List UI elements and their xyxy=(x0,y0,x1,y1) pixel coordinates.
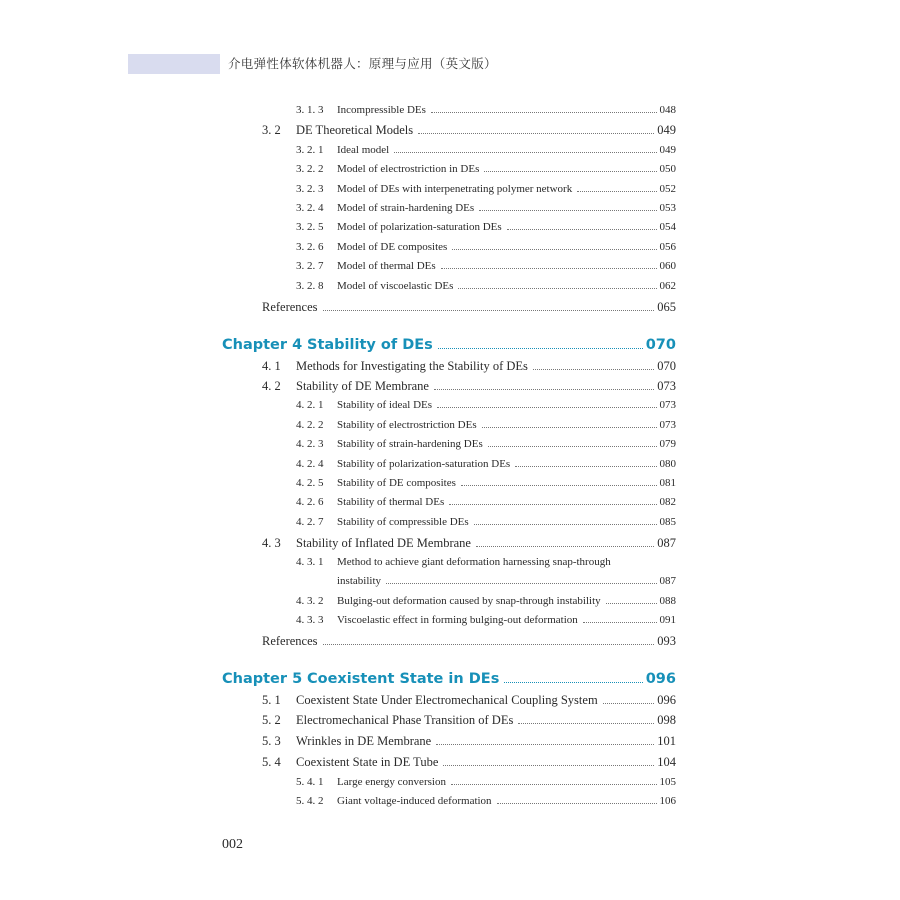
chapter-page: 096 xyxy=(645,671,676,687)
toc-chapter-4[interactable] xyxy=(222,337,676,353)
dot-leader xyxy=(583,621,657,623)
toc-entry-3-2[interactable] xyxy=(262,123,676,138)
entry-page: 060 xyxy=(659,260,676,272)
entry-title: Stability of Inflated DE Membrane xyxy=(296,536,471,550)
dot-leader xyxy=(507,228,657,230)
entry-page: 056 xyxy=(659,241,676,253)
entry-number: 4. 2. 1 xyxy=(296,399,324,411)
entry-page: 085 xyxy=(659,516,676,528)
entry-number: 3. 2. 1 xyxy=(296,144,324,156)
toc-entry-4-3-1-line2[interactable] xyxy=(337,575,676,587)
entry-page: 087 xyxy=(657,536,676,550)
dot-leader xyxy=(323,643,655,645)
toc-entry-4-2-6[interactable] xyxy=(296,496,676,508)
toc-entry-3-2-3[interactable] xyxy=(296,183,676,195)
entry-page: 088 xyxy=(659,595,676,607)
entry-title: Stability of compressible DEs xyxy=(337,516,469,528)
entry-title: Stability of electrostriction DEs xyxy=(337,419,477,431)
toc-entry-3-2-4[interactable] xyxy=(296,202,676,214)
entry-page: 082 xyxy=(659,496,676,508)
entry-title: Ideal model xyxy=(337,144,390,156)
entry-number: 4. 3. 2 xyxy=(296,595,324,607)
entry-page: 105 xyxy=(659,776,676,788)
entry-title: Model of electrostriction in DEs xyxy=(337,163,480,175)
toc-entry-3-2-1[interactable] xyxy=(296,144,676,156)
entry-title: Stability of DE Membrane xyxy=(296,379,429,393)
entry-title: Giant voltage-induced deformation xyxy=(337,795,492,807)
toc-entry-4-2-2[interactable] xyxy=(296,419,676,431)
dot-leader xyxy=(434,388,654,390)
entry-title: Electromechanical Phase Transition of DEs xyxy=(296,713,514,727)
entry-page: 091 xyxy=(659,614,676,626)
entry-page: 062 xyxy=(659,280,676,292)
entry-page: 070 xyxy=(657,359,676,373)
chapter-title: Coexistent State in DEs xyxy=(307,671,500,687)
entry-page: 093 xyxy=(657,634,676,648)
entry-number: 5. 1 xyxy=(262,693,281,707)
toc-chapter-5[interactable] xyxy=(222,671,676,687)
toc-entry-3-2-5[interactable] xyxy=(296,221,676,233)
entry-number: 4. 2. 3 xyxy=(296,438,324,450)
entry-title: Wrinkles in DE Membrane xyxy=(296,734,432,748)
entry-number: 3. 1. 3 xyxy=(296,104,324,116)
entry-title: DE Theoretical Models xyxy=(296,123,414,137)
dot-leader xyxy=(431,111,657,113)
toc-entry-4-2[interactable] xyxy=(262,379,676,394)
entry-title: Coexistent State in DE Tube xyxy=(296,755,439,769)
toc-entry-3-2-6[interactable] xyxy=(296,241,676,253)
dot-leader xyxy=(438,347,643,349)
dot-leader xyxy=(606,602,657,604)
toc-entry-4-2-4[interactable] xyxy=(296,458,676,470)
dot-leader xyxy=(533,368,654,370)
entry-number: 3. 2. 5 xyxy=(296,221,324,233)
entry-number: 3. 2. 7 xyxy=(296,260,324,272)
entry-page: 073 xyxy=(659,419,676,431)
entry-title: Stability of strain-hardening DEs xyxy=(337,438,483,450)
entry-page: 104 xyxy=(657,755,676,769)
toc-entry-3-2-8[interactable] xyxy=(296,280,676,292)
entry-title: Model of polarization-saturation DEs xyxy=(337,221,502,233)
toc-entry-3-2-2[interactable] xyxy=(296,163,676,175)
toc-entry-4-3-1-line1[interactable] xyxy=(296,556,611,568)
toc-entry-3-2-7[interactable] xyxy=(296,260,676,272)
dot-leader xyxy=(451,783,657,785)
entry-page: 098 xyxy=(657,713,676,727)
entry-page: 096 xyxy=(657,693,676,707)
entry-page: 053 xyxy=(659,202,676,214)
entry-title: Coexistent State Under Electromechanical Coupling System xyxy=(296,693,598,707)
running-header-title: 介电弹性体软体机器人：原理与应用（英文版） xyxy=(228,56,497,71)
toc-entry-5-4-1[interactable] xyxy=(296,776,676,788)
dot-leader xyxy=(515,465,656,467)
dot-leader xyxy=(436,743,654,745)
dot-leader xyxy=(479,209,656,211)
entry-title: Model of strain-hardening DEs xyxy=(337,202,475,214)
dot-leader xyxy=(461,484,657,486)
dot-leader xyxy=(488,445,657,447)
entry-page: 106 xyxy=(659,795,676,807)
dot-leader xyxy=(418,132,654,134)
entry-title: Methods for Investigating the Stability of DEs xyxy=(296,359,528,373)
entry-number: 5. 4. 2 xyxy=(296,795,324,807)
entry-number: 4. 3 xyxy=(262,536,281,550)
entry-number: 4. 2 xyxy=(262,379,281,393)
entry-page: 049 xyxy=(657,123,676,137)
entry-number: 4. 2. 7 xyxy=(296,516,324,528)
entry-page: 065 xyxy=(657,300,676,314)
entry-page: 080 xyxy=(659,458,676,470)
dot-leader xyxy=(603,702,655,704)
dot-leader xyxy=(458,287,656,289)
dot-leader xyxy=(484,170,656,172)
entry-page: 052 xyxy=(659,183,676,195)
dot-leader xyxy=(449,503,656,505)
entry-number: 4. 2. 2 xyxy=(296,419,324,431)
entry-title: Stability of thermal DEs xyxy=(337,496,445,508)
dot-leader xyxy=(476,545,654,547)
entry-number: 4. 3. 3 xyxy=(296,614,324,626)
entry-page: 050 xyxy=(659,163,676,175)
dot-leader xyxy=(323,309,655,311)
toc-entry-4-2-7[interactable] xyxy=(296,516,676,528)
dot-leader xyxy=(441,267,657,269)
toc-entry-4-2-5[interactable] xyxy=(296,477,676,489)
toc-entry-references-ch4[interactable] xyxy=(262,634,676,649)
page-number: 002 xyxy=(222,837,243,852)
toc-entry-4-3-2[interactable] xyxy=(296,595,676,607)
toc-entry-5-1[interactable] xyxy=(262,693,676,708)
entry-number: 3. 2 xyxy=(262,123,281,137)
entry-title: Model of thermal DEs xyxy=(337,260,436,272)
dot-leader xyxy=(452,248,656,250)
entry-number: 5. 4 xyxy=(262,755,281,769)
entry-page: 073 xyxy=(659,399,676,411)
entry-page: 049 xyxy=(659,144,676,156)
dot-leader xyxy=(386,582,657,584)
entry-title: Model of DEs with interpenetrating polymer network xyxy=(337,183,573,195)
dot-leader xyxy=(474,523,657,525)
entry-number: 4. 2. 4 xyxy=(296,458,324,470)
dot-leader xyxy=(504,681,642,683)
entry-title: Incompressible DEs xyxy=(337,104,426,116)
dot-leader xyxy=(443,764,654,766)
header-band xyxy=(128,54,220,74)
entry-title: Method to achieve giant deformation harnessing snap-through xyxy=(337,556,611,568)
dot-leader xyxy=(577,190,656,192)
entry-page: 054 xyxy=(659,221,676,233)
chapter-number: Chapter 5 xyxy=(222,671,303,687)
entry-number: 4. 3. 1 xyxy=(296,556,324,568)
dot-leader xyxy=(482,426,657,428)
entry-number: 3. 2. 4 xyxy=(296,202,324,214)
entry-page: 081 xyxy=(659,477,676,489)
toc-entry-4-2-1[interactable] xyxy=(296,399,676,411)
toc-entry-5-4-2[interactable] xyxy=(296,795,676,807)
chapter-page: 070 xyxy=(645,337,676,353)
entry-title: Stability of DE composites xyxy=(337,477,456,489)
entry-number: 4. 2. 6 xyxy=(296,496,324,508)
entry-title: Large energy conversion xyxy=(337,776,446,788)
entry-number: 5. 2 xyxy=(262,713,281,727)
entry-number: 3. 2. 8 xyxy=(296,280,324,292)
entry-title: Viscoelastic effect in forming bulging-out deformation xyxy=(337,614,578,626)
entry-title: Model of DE composites xyxy=(337,241,448,253)
toc-entry-references-ch3[interactable] xyxy=(262,300,676,315)
entry-page: 048 xyxy=(659,104,676,116)
toc-entry-4-2-3[interactable] xyxy=(296,438,676,450)
entry-number: 3. 2. 6 xyxy=(296,241,324,253)
dot-leader xyxy=(518,722,654,724)
entry-title: Model of viscoelastic DEs xyxy=(337,280,454,292)
entry-number: 5. 3 xyxy=(262,734,281,748)
dot-leader xyxy=(437,406,656,408)
entry-title: References xyxy=(262,634,318,648)
entry-title-continuation: instability xyxy=(337,575,381,587)
entry-title: Stability of polarization-saturation DEs xyxy=(337,458,511,470)
toc-entry-4-1[interactable] xyxy=(262,359,676,374)
toc-entry-5-2[interactable] xyxy=(262,713,676,728)
entry-number: 5. 4. 1 xyxy=(296,776,324,788)
entry-page: 087 xyxy=(659,575,676,587)
dot-leader xyxy=(497,802,657,804)
entry-page: 079 xyxy=(659,438,676,450)
chapter-number: Chapter 4 xyxy=(222,337,303,353)
chapter-title: Stability of DEs xyxy=(307,337,433,353)
dot-leader xyxy=(394,151,656,153)
entry-number: 4. 2. 5 xyxy=(296,477,324,489)
entry-number: 4. 1 xyxy=(262,359,281,373)
toc-entry-4-3[interactable] xyxy=(262,536,676,551)
toc-entry-4-3-3[interactable] xyxy=(296,614,676,626)
toc-entry-5-4[interactable] xyxy=(262,755,676,770)
entry-title: Bulging-out deformation caused by snap-through instability xyxy=(337,595,601,607)
entry-title: References xyxy=(262,300,318,314)
entry-number: 3. 2. 2 xyxy=(296,163,324,175)
entry-number: 3. 2. 3 xyxy=(296,183,324,195)
entry-page: 073 xyxy=(657,379,676,393)
entry-title: Stability of ideal DEs xyxy=(337,399,433,411)
toc-entry-5-3[interactable] xyxy=(262,734,676,749)
entry-page: 101 xyxy=(657,734,676,748)
toc-entry-3-1-3[interactable] xyxy=(296,104,676,116)
